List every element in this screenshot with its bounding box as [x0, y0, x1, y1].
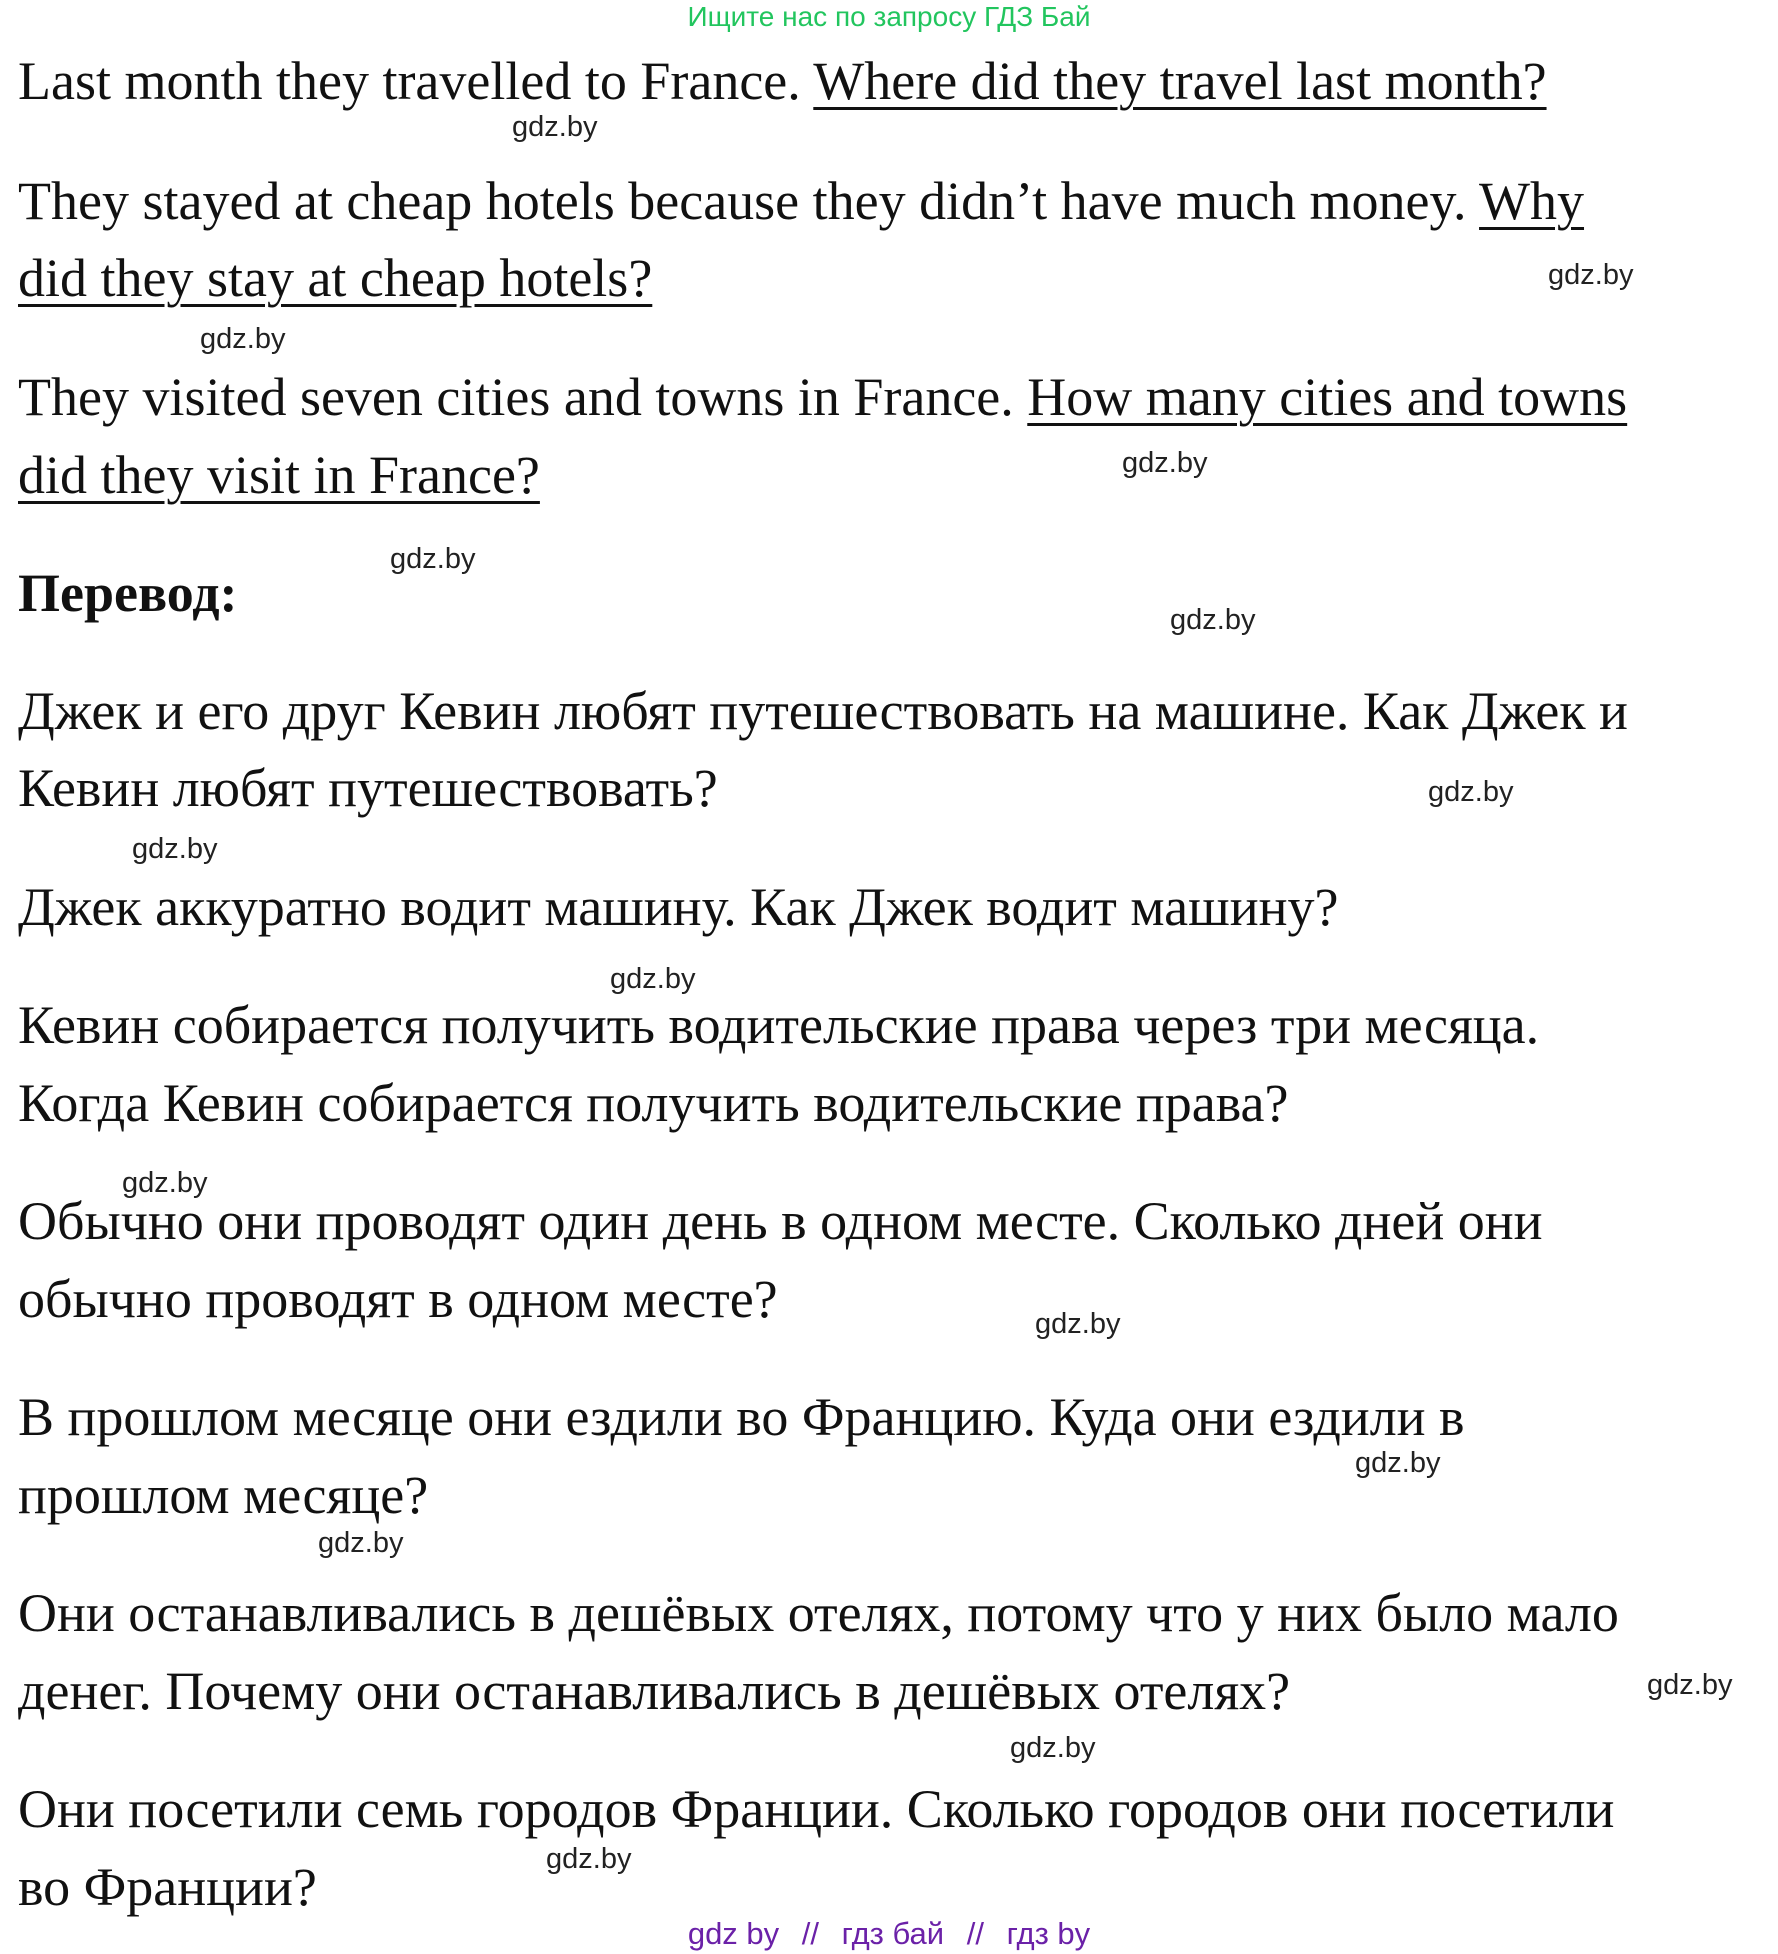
watermark: gdz.by: [1428, 776, 1514, 808]
watermark: gdz.by: [610, 963, 696, 995]
footer-links: [0, 1916, 1778, 1952]
translation-line-1: Джек и его друг Кевин любят путешествовать на машине. Как Джек и: [18, 681, 1628, 741]
footer-link-gdz-by[interactable]: gdz by: [687, 1916, 780, 1951]
watermark: gdz.by: [546, 1843, 632, 1875]
watermark: gdz.by: [200, 323, 286, 355]
translation-line-12: Они посетили семь городов Франции. Сколько городов они посетили: [18, 1779, 1615, 1839]
english-line-4: [18, 364, 1627, 430]
translation-line-2: Кевин любят путешествовать?: [18, 758, 718, 818]
watermark: gdz.by: [1355, 1447, 1441, 1479]
translation-line-7: обычно проводят в одном месте?: [18, 1269, 778, 1329]
english-question-2-end: did they stay at cheap hotels?: [18, 248, 653, 308]
english-sentence-3: They visited seven cities and towns in France.: [18, 367, 1028, 427]
translation-heading: Перевод:: [18, 563, 238, 623]
translation-line-6: Обычно они проводят один день в одном месте. Сколько дней они: [18, 1191, 1543, 1251]
translation-line-3: Джек аккуратно водит машину. Как Джек водит машину?: [18, 877, 1339, 937]
english-question-3-start: How many cities and towns: [1027, 367, 1628, 427]
translation-line-4: Кевин собирается получить водительские права через три месяца.: [18, 995, 1540, 1055]
watermark: gdz.by: [1170, 604, 1256, 636]
footer-link-gdz-by-2[interactable]: гдз by: [1006, 1916, 1091, 1951]
translation-line-8: В прошлом месяце они ездили во Францию. Куда они ездили в: [18, 1387, 1465, 1447]
watermark: gdz.by: [512, 111, 598, 143]
english-question-1: Where did they travel last month?: [813, 51, 1547, 111]
search-banner: Ищите нас по запросу ГДЗ Бай: [687, 1, 1091, 32]
translation-line-11: денег. Почему они останавливались в дешёвых отелях?: [18, 1661, 1291, 1721]
footer-separator: //: [966, 1916, 984, 1951]
translation-line-13: во Франции?: [18, 1857, 317, 1917]
english-line-3: [18, 245, 652, 311]
english-sentence-2: They stayed at cheap hotels because they didn’t have much money.: [18, 171, 1480, 231]
english-sentence-1: Last month they travelled to France.: [18, 51, 814, 111]
english-question-3-end: did they visit in France?: [18, 445, 540, 505]
watermark: gdz.by: [1647, 1669, 1733, 1701]
english-line-1: [18, 48, 1547, 114]
translation-line-10: Они останавливались в дешёвых отелях, потому что у них было мало: [18, 1583, 1619, 1643]
watermark: gdz.by: [390, 543, 476, 575]
watermark: gdz.by: [1122, 447, 1208, 479]
watermark: gdz.by: [1548, 259, 1634, 291]
watermark: gdz.by: [122, 1167, 208, 1199]
translation-line-9: прошлом месяце?: [18, 1465, 429, 1525]
footer-separator: //: [801, 1916, 820, 1951]
english-question-2-start: Why: [1479, 171, 1585, 231]
watermark: gdz.by: [318, 1527, 404, 1559]
watermark: gdz.by: [1010, 1732, 1096, 1764]
english-line-2: [18, 168, 1584, 234]
translation-line-5: Когда Кевин собирается получить водительские права?: [18, 1073, 1289, 1133]
footer-link-gdz-bai[interactable]: гдз бай: [841, 1916, 945, 1951]
watermark: gdz.by: [132, 833, 218, 865]
english-line-5: [18, 442, 540, 508]
watermark: gdz.by: [1035, 1308, 1121, 1340]
